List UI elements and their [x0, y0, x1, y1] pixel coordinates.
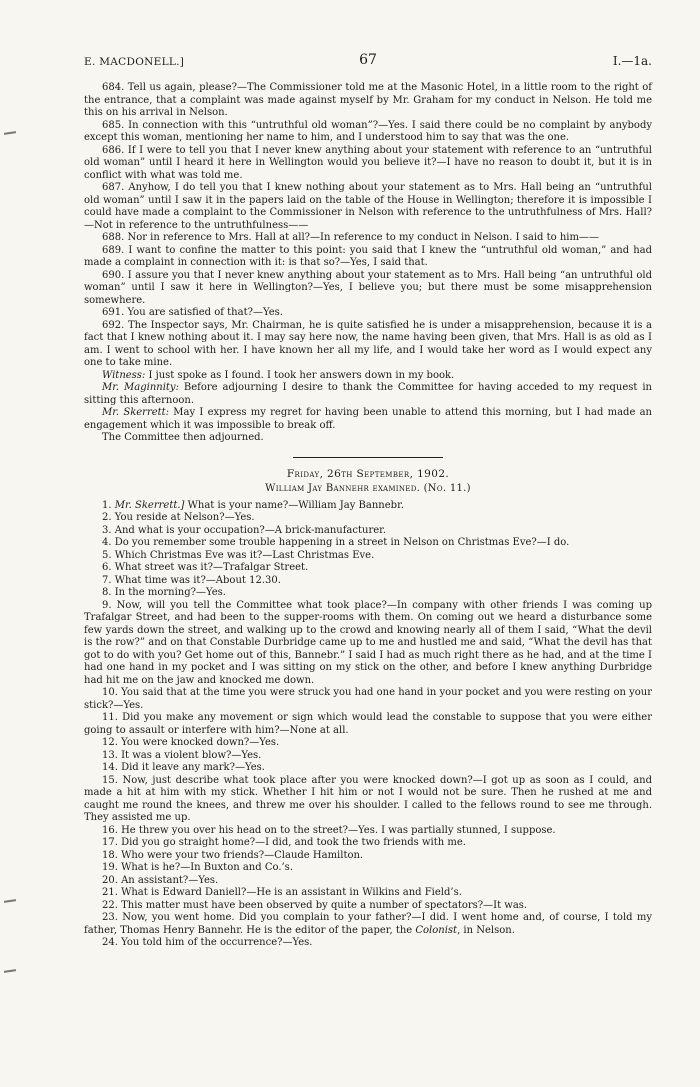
paragraph: 21. What is Edward Daniell?—He is an assistant in Wilkins and Field’s. [102, 887, 462, 898]
question-text: 23. Now, you went home. Did you complain to your father?—I did. I went home and, of course, I told my father, Thomas Henry Bannehr. He is the editor of the paper, the [84, 912, 652, 936]
paragraph: 20. An assistant?—Yes. [102, 874, 219, 886]
paragraph: 688. Nor in reference to Mrs. Hall at all?—In reference to my conduct in Nelson. I said to him—— [102, 232, 599, 243]
document-body [84, 82, 652, 950]
paragraph: 9. Now, will you tell the Committee what took place?—In company with other friends I was coming up Trafalgar Street, and had been to the supper-rooms with them. On coming out we heard a disturbance some few yards down the street, and walking up to the crowd and knowing nearly all of them I said, “What the devil is the row?” and on that Constable Durbridge came up to me and hustled me and said, “What the devil has that got to do with you? Get home out of this, Bannebr.” I said I had as much right there as he had, and at the time I had one hand in my pocket and I was sitting on my stick on the other, and before I knew anything Durbridge had hit me on the jaw and knocked me down. [84, 599, 652, 686]
paragraph: 11. Did you make any movement or sign which would lead the constable to suppose that you were either going to assault or interfere with him?—None at all. [84, 712, 652, 736]
paragraph: 15. Now, just describe what took place after you were knocked down?—I got up as soon as I could, and made a hit at him with my stick. Whether I hit him or not I would not be sure. Then he rushed at me and caught me round the knees, and threw me over his shoulder. I called to the fellows round to see me through. They assisted me up. [84, 774, 652, 823]
speaker-name: Mr. Skerrett: [102, 407, 170, 418]
question-text: What is your name?—William Jay Bannebr. [184, 499, 404, 511]
paragraph: 684. Tell us again, please?—The Commissioner told me at the Masonic Hotel, in a little room to the right of the entrance, that a complaint was made against myself by Mr. Graham for my conduct in Nelson. He told me this on his arrival in Nelson. [84, 82, 652, 118]
section-divider [293, 457, 443, 458]
paragraph: 687. Anyhow, I do tell you that I knew nothing about your statement as to Mrs. Hall being an “untruthful old woman” until I saw it in the papers laid on the table of the House in Wellington; therefore it is impossible I could have made a complaint to the Commissioner in Nelson with reference to the untruthfulness of Mrs. Hall?—Not in reference to the untruthfulness—— [84, 182, 652, 231]
paragraph: 5. Which Christmas Eve was it?—Last Christmas Eve. [102, 549, 375, 561]
session-date: Friday, 26th September, 1902. [286, 467, 450, 480]
paragraph: 691. You are satisfied of that?—Yes. [102, 307, 283, 318]
paragraph: 2. You reside at Nelson?—Yes. [102, 512, 255, 523]
paragraph: 19. What is he?—In Buxton and Co.’s. [102, 862, 293, 873]
speaker-text: May I express my regret for having been unable to attend this morning, but I had made an engagement which it was impossible to break off. [84, 407, 653, 431]
paragraph: 14. Did it leave any mark?—Yes. [102, 762, 265, 773]
page-number: 67 [359, 52, 377, 68]
speaker-name: Witness: [102, 369, 146, 381]
witness-heading: William Jay Bannehr examined. (No. 11.) [265, 483, 471, 494]
paragraph: 690. I assure you that I never knew anything about your statement as to Mrs. Hall being “an untruthful old woman” until I saw it here in Wellington?—Yes, I believe you; but there must be some misapprehension somewhere. [84, 269, 652, 306]
paragraph: 18. Who were your two friends?—Claude Hamilton. [102, 849, 364, 861]
newspaper-name: Colonist [415, 924, 458, 936]
paragraph: 692. The Inspector says, Mr. Chairman, he is quite satisfied he is under a misapprehension, because it is a fact that I knew nothing about it. I may say here now, the name having been given, that Mrs. Hall is as old as I am. I went to school with her. I have known her all my life, and I would take her word as I would expect any one to take mine. [84, 319, 652, 368]
page-header [84, 52, 652, 72]
paragraph: 686. If I were to tell you that I never knew anything about your statement with reference to an “untruthful old woman” until I heard it here in Wellington would you believe it?—I have no reason to doubt it, but it is in conflict with what was told me. [84, 144, 652, 181]
adjourned-line: The Committee then adjourned. [102, 432, 264, 443]
speaker-text: Before adjourning I desire to thank the Committee for having acceded to my request in sitting this afternoon. [84, 382, 652, 406]
paragraph: 22. This matter must have been observed by quite a number of spectators?—It was. [102, 899, 528, 911]
paragraph: 4. Do you remember some trouble happening in a street in Nelson on Christmas Eve?—I do. [102, 537, 570, 548]
speaker-paragraph [84, 382, 652, 407]
margin-mark [4, 131, 16, 135]
paragraph: 6. What street was it?—Trafalgar Street. [102, 562, 309, 573]
paragraph: 16. He threw you over his head on to the street?—Yes. I was partially stunned, I suppose. [102, 824, 556, 836]
speaker-paragraph [84, 407, 652, 432]
section-divider-wrap [84, 457, 652, 458]
header-right: I.—1a. [612, 54, 652, 68]
paragraph: 13. It was a violent blow?—Yes. [102, 749, 262, 761]
margin-mark [4, 969, 16, 973]
question-text: , in Nelson. [457, 924, 515, 936]
speaker-paragraph [84, 370, 652, 383]
paragraph: 10. You said that at the time you were struck you had one hand in your pocket and you were resting on your stick?—Yes. [84, 687, 652, 711]
paragraph [84, 912, 652, 937]
paragraph: 8. In the morning?—Yes. [102, 587, 226, 598]
header-left: E. MACDONELL.] [84, 56, 185, 68]
paragraph: 689. I want to confine the matter to this point: you said that I knew the “untruthful old woman,” and had made a complaint in connection with it: is that so?—Yes, I said that. [84, 244, 652, 268]
speaker-name: Mr. Maginnity: [102, 382, 179, 393]
margin-mark [4, 899, 16, 903]
paragraph: 17. Did you go straight home?—I did, and took the two friends with me. [102, 837, 466, 848]
paragraph: 24. You told him of the occurrence?—Yes. [102, 937, 313, 948]
speaker-text: I just spoke as I found. I took her answers down in my book. [145, 369, 455, 381]
paragraph: 685. In connection with this “untruthful old woman”?—Yes. I said there could be no complaint by anybody except this woman, mentioning her name to him, and I understood him to say that was the one. [84, 119, 652, 143]
speaker-name: Mr. Skerrett.] [114, 499, 185, 511]
paragraph: 7. What time was it?—About 12.30. [102, 574, 281, 586]
paragraph: 1. Mr. Skerrett.] What is your name?—William Jay Bannebr. [102, 499, 404, 511]
paragraph: 3. And what is your occupation?—A brick-manufacturer. [102, 524, 387, 536]
paragraph: 12. You were knocked down?—Yes. [102, 737, 280, 748]
